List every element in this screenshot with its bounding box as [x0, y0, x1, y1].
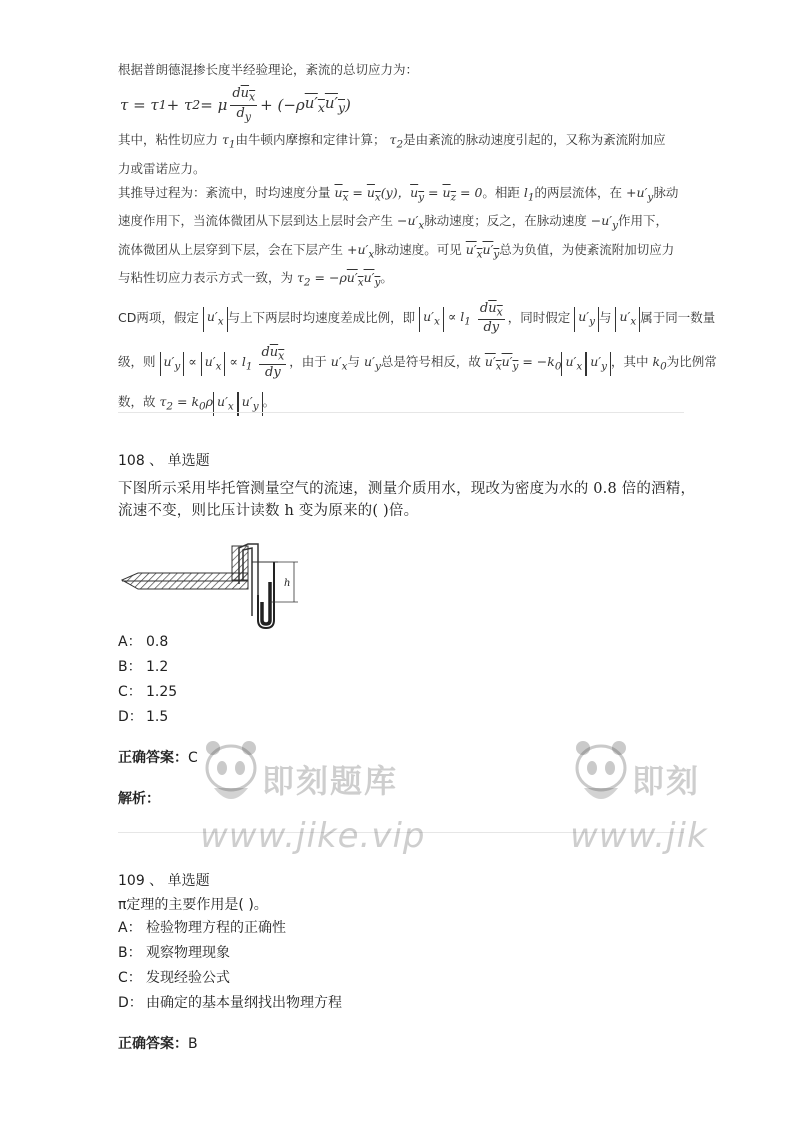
- analysis-text: 根据普朗德混掺长度半经验理论，紊流的总切应力为：: [118, 62, 419, 77]
- question-number: 108 、 单选题: [118, 453, 210, 469]
- question-number: 109 、 单选题: [118, 873, 210, 889]
- analysis-line: 其推导过程为：紊流中，时均速度分量 $u_x = u_x(y)$，$u_y = u_z = 0$。相距 $l_1$的两层流体，在 $+u'_y$脉动: [118, 184, 679, 203]
- option-d[interactable]: D： 由确定的基本量纲找出物理方程: [118, 995, 342, 1011]
- analysis-line: 力或雷诺应力。: [118, 160, 206, 176]
- option-a[interactable]: A： 检验物理方程的正确性: [118, 920, 286, 936]
- watermark-url: www.jike.vip: [200, 816, 426, 856]
- question-stem: 下图所示采用毕托管测量空气的流速，测量介质用水，现改为密度为水的 0.8 倍的酒精， 流速不变，则比压计读数 h 变为原来的( )倍。: [118, 481, 696, 519]
- analysis-label: 解析：: [118, 791, 160, 807]
- option-b[interactable]: B： 1.2: [118, 659, 169, 675]
- correct-answer: 正确答案：C: [118, 750, 198, 766]
- analysis-line: 速度作用下，当流体微团从下层到达上层时会产生 $-u'_x$脉动速度；反之，在脉动速度 $-u'_y$作用下，: [118, 213, 669, 232]
- analysis-line: 数，故 $\tau_2 = k_0\rho$ $u'_x$ $u'_y$ 。: [118, 390, 688, 419]
- watermark-brand: 即刻: [632, 762, 701, 800]
- analysis-line: CD两项，假定 $u'_x$ 与上下两层时均速度差成比例，即 $u'_x \propto l_1$ $\frac{du_x}{dy}$ ，同时假定 $u'_y$ 与 $u'_x$ 属于同一数量: [118, 300, 716, 336]
- pitot-tube-figure: [118, 540, 318, 630]
- watermark-brand: 即刻题库: [262, 762, 399, 800]
- question-stem: π定理的主要作用是( )。: [118, 897, 268, 913]
- correct-answer: 正确答案：B: [118, 1036, 198, 1052]
- question-108-options: [118, 630, 701, 812]
- analysis-line: 与粘性切应力表示方式一致，为 $\tau_2 = -\rho u'_xu'_y$。: [118, 270, 393, 289]
- analysis-line: 其中，粘性切应力 $\tau_1$由牛顿内摩擦和定律计算； $\tau_2$是由紊流的脉动速度引起的，又称为紊流附加应: [118, 132, 666, 151]
- probe-stem: [232, 546, 248, 580]
- option-c[interactable]: C： 1.25: [118, 684, 178, 700]
- option-c[interactable]: C： 发现经验公式: [118, 970, 230, 986]
- section-divider: [118, 412, 684, 413]
- watermark-url: www.jik: [570, 816, 708, 856]
- option-a[interactable]: A： 0.8: [118, 634, 169, 650]
- total-shear-formula: τ = τ 1 + τ 2 = μ $\frac{du_x}{d_y}$ + (−ρ $u'_xu'_y$ ): [120, 85, 351, 124]
- h-label: h: [284, 578, 291, 589]
- question-108: [118, 450, 698, 522]
- analysis-line: 级，则 $u'_y \propto u'_x \propto l_1$ $\frac{du_x}{dy}$ ，由于 $u'_x$与 $u'_y$总是符号相反，故 $u'_xu'_y = -k_0$ $u'_x$ $u'_y$ ，其中 $k_0$为比例常: [118, 345, 717, 380]
- question-109: [118, 870, 698, 1057]
- option-d[interactable]: D： 1.5: [118, 709, 169, 725]
- analysis-block: [118, 58, 717, 418]
- analysis-line: 流体微团从上层穿到下层，会在下层产生 $+u'_x$脉动速度。可见 $u'_xu'_y$总为负值，为使紊流附加切应力: [118, 241, 675, 260]
- analysis-line: [118, 58, 688, 82]
- section-divider: [118, 832, 684, 833]
- option-b[interactable]: B： 观察物理现象: [118, 945, 230, 961]
